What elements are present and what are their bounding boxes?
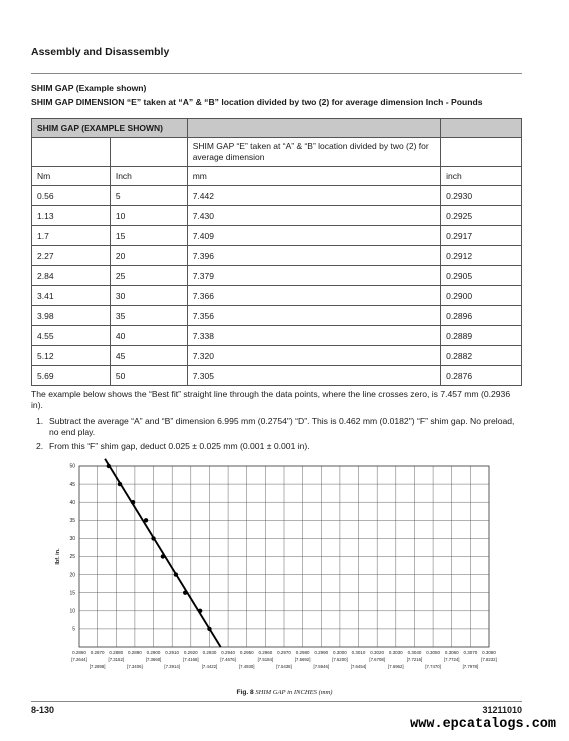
x-tick-label: 0.3040 [407,650,422,655]
table-header-label: SHIM GAP (EXAMPLE SHOWN) [32,119,188,138]
x-tick-label: 0.3030 [388,650,403,655]
mm-tick-label: [7.6200] [332,657,348,662]
table-cell: 2.27 [32,246,111,266]
y-tick-label: 50 [69,463,75,470]
mm-tick-label: [7.3914] [164,664,180,669]
section-title: Assembly and Disassembly [31,46,170,58]
mm-tick-label: [7.4168] [183,657,199,662]
table-cell: 5 [110,186,187,206]
table-cell: 5.12 [32,346,111,366]
data-point [118,482,122,486]
table-cell: 3.98 [32,306,111,326]
shim-gap-chart [50,455,500,690]
mm-tick-label: [7.5438] [276,664,292,669]
mm-tick-label: [7.4422] [201,664,218,669]
mm-tick-label: [7.4930] [238,664,255,669]
table-desc-blank [110,138,187,167]
table-cell: 7.442 [187,186,440,206]
figure-caption-text: SHIM GAP in INCHES (mm) [255,689,333,696]
table-cell: 0.2912 [441,246,522,266]
column-header: Inch [110,167,187,186]
table-cell: 0.2930 [441,186,522,206]
x-tick-label: 0.2920 [183,650,198,655]
x-tick-label: 0.3060 [444,650,459,655]
table-description-row [32,138,522,167]
x-tick-label: 0.2960 [258,650,273,655]
table-cell: 7.396 [187,246,440,266]
best-fit-paragraph: The example below shows the “Best fit” straight line through the data points, where the line crosses zero, is 7.457 mm (0.2936 in). [31,389,511,410]
mm-tick-label: [7.3152] [108,657,125,662]
mm-tick-label: [7.5184] [257,657,274,662]
step-text: From this “F” shim gap, deduct 0.025 ± 0.025 mm (0.001 ± 0.001 in). [49,441,310,451]
mm-tick-label: [7.8232] [481,657,497,662]
column-header: mm [187,167,440,186]
table-cell: 7.430 [187,206,440,226]
x-tick-label: 0.2880 [109,650,124,655]
data-point [131,500,135,504]
x-tick-label: 0.2860 [72,650,86,655]
x-tick-label: 0.2870 [90,650,105,655]
table-header-blank [187,119,440,138]
table-cell: 7.409 [187,226,440,246]
x-tick-label: 0.3010 [351,650,366,655]
x-tick-label: 0.2950 [239,650,254,655]
x-tick-label: 0.2990 [314,650,329,655]
table-cell: 50 [110,366,187,386]
data-point [174,572,178,576]
figure-caption [0,689,569,696]
table-cell: 25 [110,266,187,286]
x-tick-label: 0.3000 [333,650,347,655]
table-cell: 4.55 [32,326,111,346]
data-point [151,536,155,540]
data-point [144,518,148,522]
x-tick-label: 0.2940 [221,650,235,655]
table-cell: 5.69 [32,366,111,386]
mm-tick-label: [7.2644] [71,657,87,662]
table-header-blank [441,119,522,138]
table-cell: 7.320 [187,346,440,366]
table-desc-blank [32,138,111,167]
table-cell: 0.2925 [441,206,522,226]
mm-tick-label: [7.7724] [443,657,460,662]
x-tick-label: 0.3080 [482,650,496,655]
step-number: 1. [36,416,44,426]
table-description: SHIM GAP “E” taken at “A” & “B” location divided by two (2) for average dimension [187,138,440,167]
table-cell: 3.41 [32,286,111,306]
step-text: Subtract the average “A” and “B” dimension 6.995 mm (0.2754") “D”. This is 0.462 mm (0.0182") “F” shim gap. No preload, no end play. [49,416,515,437]
table-row [32,286,522,306]
step-number: 2. [36,441,44,451]
table-row [32,346,522,366]
section-divider [31,73,522,74]
table-cell: 0.2882 [441,346,522,366]
table-cell: 7.338 [187,326,440,346]
table-row [32,186,522,206]
table-cell: 30 [110,286,187,306]
table-cell: 1.13 [32,206,111,226]
data-point [161,554,165,558]
intro-heading: SHIM GAP (Example shown) [31,83,147,93]
mm-tick-label: [7.3406] [127,664,143,669]
table-cell: 7.379 [187,266,440,286]
column-header: Nm [32,167,111,186]
table-cell: 0.56 [32,186,111,206]
table-units-row [32,167,522,186]
table-cell: 7.366 [187,286,440,306]
x-tick-label: 0.2930 [202,650,217,655]
table-row [32,226,522,246]
step-item [36,416,521,438]
table-row [32,306,522,326]
table-cell: 0.2889 [441,326,522,346]
y-tick-label: 40 [69,499,75,506]
x-tick-label: 0.3050 [426,650,440,655]
table-cell: 0.2900 [441,286,522,306]
x-tick-label: 0.2900 [146,650,161,655]
table-row [32,206,522,226]
data-point [207,627,211,631]
mm-tick-label: [7.2898] [89,664,106,669]
x-tick-label: 0.3020 [370,650,385,655]
data-point [198,609,202,613]
page-number: 8-130 [31,705,55,715]
mm-tick-label: [7.6454] [350,664,367,669]
mm-tick-label: [7.3660] [145,657,162,662]
footer-divider [31,701,522,702]
table-row [32,246,522,266]
mm-tick-label: [7.7470] [425,664,441,669]
table-cell: 7.305 [187,366,440,386]
y-tick-label: 5 [72,626,75,633]
table-desc-blank [441,138,522,167]
y-tick-label: 35 [69,518,75,524]
table-cell: 2.84 [32,266,111,286]
table-cell: 0.2876 [441,366,522,386]
figure-number: Fig. 8 [236,689,254,696]
table-cell: 45 [110,346,187,366]
step-item [36,441,521,452]
y-tick-label: 15 [69,590,75,597]
column-header: inch [441,167,522,186]
table-row [32,326,522,346]
mm-tick-label: [7.6962] [388,664,404,669]
table-cell: 0.2917 [441,226,522,246]
table-row [32,266,522,286]
mm-tick-label: [7.5692] [294,657,311,662]
table-cell: 0.2896 [441,306,522,326]
table-cell: 7.356 [187,306,440,326]
x-tick-label: 0.2890 [128,650,142,655]
data-point [107,464,111,468]
table-cell: 40 [110,326,187,346]
shim-gap-table [31,118,522,386]
mm-tick-label: [7.7978] [462,664,479,669]
table-cell: 15 [110,226,187,246]
y-tick-label: 20 [69,572,75,579]
y-tick-label: 45 [69,481,75,488]
x-tick-label: 0.2910 [165,650,180,655]
y-axis-label: lbf. in. [55,548,61,565]
y-tick-label: 25 [69,554,75,561]
y-tick-label: 10 [69,608,75,615]
table-cell: 20 [110,246,187,266]
x-tick-label: 0.2980 [295,650,310,655]
intro-subheading: SHIM GAP DIMENSION “E” taken at “A” & “B” location divided by two (2) for average dimension Inch - Pounds [31,97,483,107]
table-row [32,366,522,386]
table-cell: 35 [110,306,187,326]
table-cell: 1.7 [32,226,111,246]
table-header-row [32,119,522,138]
data-point [183,591,187,595]
x-tick-label: 0.2970 [277,650,291,655]
mm-tick-label: [7.4676] [220,657,236,662]
watermark-text: www.epcatalogs.com [410,717,556,732]
table-cell: 0.2905 [441,266,522,286]
table-cell: 10 [110,206,187,226]
chart-svg [50,455,500,690]
y-tick-label: 30 [69,536,75,543]
mm-tick-label: [7.7216] [406,657,423,662]
mm-tick-label: [7.6708] [369,657,385,662]
x-tick-label: 0.3070 [463,650,478,655]
mm-tick-label: [7.5946] [313,664,330,669]
document-number: 31211010 [482,705,522,715]
